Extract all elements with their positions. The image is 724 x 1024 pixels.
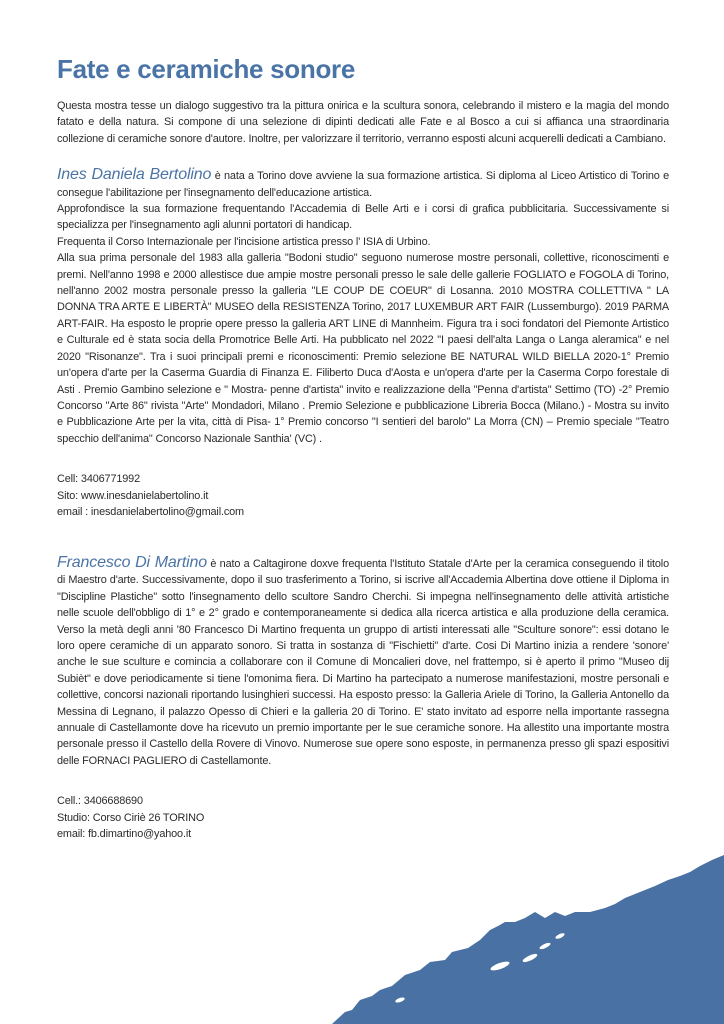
contact-block (57, 471, 669, 521)
phone-number: Cell.: 3406688690 (57, 795, 143, 808)
bio-paragraph: Approfondisce la sua formazione frequentando l'Accademia di Belle Arti e i corsi di grafica pubblicitaria. Successivamente si specializza per l'insegnamento agli alunni portatori di handicap. (57, 203, 669, 232)
artist-bio-di-martino (57, 555, 669, 843)
bio-paragraph: Ines Daniela Bertolino è nata a Torino dove avviene la sua formazione artistica. Si diploma al Liceo Artistico di Torino e consegue l'abilitazione per l'insegnamento dell'educazione artistica. (57, 166, 669, 199)
contact-block (57, 793, 669, 843)
studio-address: Studio: Corso Ciriè 26 TORINO (57, 811, 205, 824)
email-link[interactable]: email : inesdanielabertolino@gmail.com (57, 506, 244, 519)
bio-paragraph: Francesco Di Martino è nato a Caltagirone doxve frequenta l'Istituto Statale d'Arte per la ceramica conseguendo il titolo di Maestro d'arte. Successivamente, dopo il suo trasferimento a Torino, si iscrive all'Accademia Albertina dove ottiene il Diploma in "Discipline Plastiche" sotto l'insegnamento dello scultore Sandro Cherchi. Si impegna nell'insegnamento delle attività artistiche nelle scuole dell'obbligo di 1° e 2° grado e contemporaneamente si dedica alla ricerca artistica e alla produzione della ceramica. Verso la metà degli anni '80 Francesco Di Martino frequenta un gruppo di artisti interessati alle "Sculture sonore": essi dotano le loro opere ceramiche di un apparato sonoro. Si tratta in sostanza di "Fischietti" d'arte. Cosi Di Martino inizia a rendere 'sonore' anche le sue sculture e comincia a collaborare con il Comune di Moncalieri dove, nel frattempo, si è aperto il primo "Museo dij Subièt" e dove periodicamente si tiene l'omonima fiera. Di Martino ha partecipato a numerose manifestazioni, mostre personali e collettive, concorsi nazionali riportando lusinghieri successi. Ha esposto presso: la Galleria Ariele di Torino, la Galleria Antonello da Messina di Legnano, il palazzo Opesso di Chieri e la galleria 20 di Torino. E' stato invitato ad esporre nella importante rassegna annuale di Castellamonte dove ha ricevuto un premio importante per le sue ceramiche sonore. Ha allestito una importante mostra personale presso il Castello della Rovere di Vinovo. Numerose sue opere sono esposte, in permanenza presso gli spazi espositivi delle FORNACI PAGLIERO di Castellamonte. (57, 553, 669, 767)
artist-name: Ines Daniela Bertolino (57, 166, 212, 184)
bio-paragraph: Frequenta il Corso Internazionale per l'incisione artistica presso l' ISIA di Urbino. (57, 235, 431, 248)
document-page (57, 52, 669, 843)
page-title: Fate e ceramiche sonore (57, 54, 356, 84)
email-link[interactable]: email: fb.dimartino@yahoo.it (57, 828, 191, 841)
bio-paragraph: Alla sua prima personale del 1983 alla galleria "Bodoni studio" seguono numerose mostre personali, collettive, riconoscimenti e premi. Nell'anno 1998 e 2000 allestisce due ampie mostre personali presso le sale delle gallerie FOGLIATO e FOGOLA di Torino, nell'anno 2002 mostra personale presso la galleria "LE COUP DE COEUR" di Losanna. 2010 MOSTRA COLLETTIVA " LA DONNA TRA ARTE E LIBERTÀ" MUSEO della RESISTENZA Torino, 2017 LUXEMBUR ART FAIR (Lussemburgo). 2019 PARMA ART-FAIR. Ha esposto le proprie opere presso la galleria ART LINE di Mannheim. Figura tra i soci fondatori del Piemonte Artistico e Culturale ed è stata socia della Promotrice Belle Arti. Ha pubblicato nel 2022 "I paesi dell'alta Langa o Langa aleramica" e nel 2020 "Risonanze". Tra i suoi principali premi e riconoscimenti: Premio selezione BE NATURAL WILD BIELLA 2020-1° Premio un'opera d'arte per la Caserma Guardia di Finanza E. Filiberto Duca d'Aosta e un'opera d'arte per la Caserma Corpo forestale di Asti . Premio Gambino selezione e " Mostra- penne d'artista" invito e realizzazione della "Penna d'artista" Settimo (TO) -2° Premio Concorso "Arte 86" rivista "Arte" Mondadori, Milano . Premio Selezione e pubblicazione Libreria Bocca (Milano.) - Mostra su invito e Pubblicazione Arte per la vita, città di Pisa- 1° Premio concorso "I sentieri del barolo" La Morra (CN) – Premio speciale "Teatro specchio dell'anima" Concorso Nazionale Santhia' (VC) . (57, 252, 669, 445)
phone-number: Cell: 3406771992 (57, 473, 140, 486)
artist-bio-bertolino (57, 167, 669, 521)
brush-stroke-shape (332, 855, 724, 1024)
artist-name: Francesco Di Martino (57, 553, 208, 571)
website-link[interactable]: Sito: www.inesdanielabertolino.it (57, 489, 209, 502)
intro-paragraph: Questa mostra tesse un dialogo suggestivo tra la pittura onirica e la scultura sonora, celebrando il mistero e la magia del mondo fatato e della natura. Si compone di una selezione di dipinti dedicati alle Fate e al Bosco a cui si affianca una straordinaria collezione di ceramiche sonore d'autore. Inoltre, per valorizzare il territorio, verranno esposti alcuni acquerelli dedicati a Cambiano. (57, 100, 669, 145)
